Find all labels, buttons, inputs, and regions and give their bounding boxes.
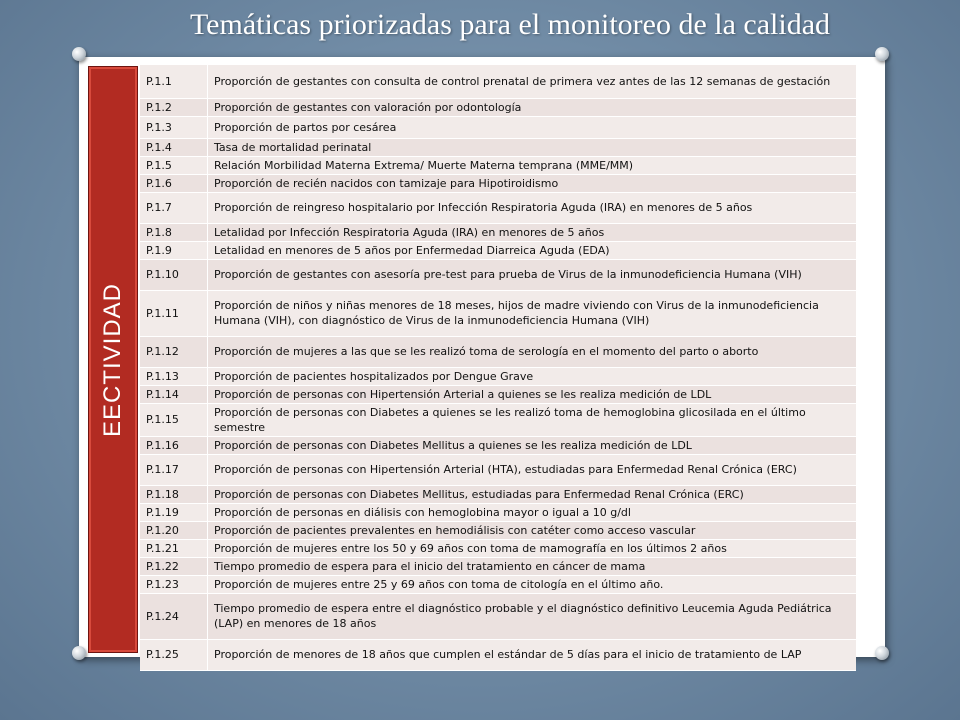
table-row <box>140 557 856 575</box>
indicator-code: P.1.6 <box>140 174 208 192</box>
indicator-code: P.1.14 <box>140 385 208 403</box>
indicator-text: Tasa de mortalidad perinatal <box>208 138 857 156</box>
table-row <box>140 192 856 223</box>
indicator-text: Proporción de personas con Hipertensión Arterial a quienes se les realiza medición de LDL <box>208 385 857 403</box>
indicator-text: Proporción de recién nacidos con tamizaje para Hipotiroidismo <box>208 174 857 192</box>
indicator-code: P.1.5 <box>140 156 208 174</box>
table-row <box>140 639 856 670</box>
indicator-code: P.1.11 <box>140 290 208 336</box>
indicator-code: P.1.7 <box>140 192 208 223</box>
indicator-text: Proporción de mujeres entre los 50 y 69 años con toma de mamografía en los últimos 2 años <box>208 539 857 557</box>
indicator-text: Proporción de menores de 18 años que cumplen el estándar de 5 días para el inicio de tratamiento de LAP <box>208 639 857 670</box>
table-row <box>140 174 856 192</box>
table-row <box>140 138 856 156</box>
indicator-text: Relación Morbilidad Materna Extrema/ Muerte Materna temprana (MME/MM) <box>208 156 857 174</box>
pin-top-right-icon <box>875 47 889 61</box>
indicator-code: P.1.21 <box>140 539 208 557</box>
table-row <box>140 521 856 539</box>
indicator-text: Proporción de gestantes con consulta de control prenatal de primera vez antes de las 12 semanas de gestación <box>208 65 857 98</box>
indicator-code: P.1.15 <box>140 403 208 436</box>
indicator-text: Proporción de gestantes con asesoría pre-test para prueba de Virus de la inmunodeficiencia Humana (VIH) <box>208 259 857 290</box>
table-row <box>140 503 856 521</box>
table-row <box>140 454 856 485</box>
table-row <box>140 156 856 174</box>
indicator-text: Proporción de personas en diálisis con hemoglobina mayor o igual a 10 g/dl <box>208 503 857 521</box>
indicator-text: Proporción de gestantes con valoración por odontología <box>208 98 857 116</box>
indicator-code: P.1.2 <box>140 98 208 116</box>
indicator-code: P.1.10 <box>140 259 208 290</box>
table-row <box>140 116 856 138</box>
indicator-code: P.1.8 <box>140 223 208 241</box>
table-row <box>140 290 856 336</box>
indicator-code: P.1.1 <box>140 65 208 98</box>
indicator-text: Proporción de personas con Diabetes Mellitus, estudiadas para Enfermedad Renal Crónica (ERC) <box>208 485 857 503</box>
indicator-code: P.1.25 <box>140 639 208 670</box>
table-row <box>140 485 856 503</box>
indicator-code: P.1.9 <box>140 241 208 259</box>
table-row <box>140 367 856 385</box>
indicator-text: Proporción de mujeres a las que se les realizó toma de serología en el momento del parto o aborto <box>208 336 857 367</box>
indicator-code: P.1.20 <box>140 521 208 539</box>
table-row <box>140 575 856 593</box>
indicator-text: Letalidad en menores de 5 años por Enfermedad Diarreica Aguda (EDA) <box>208 241 857 259</box>
pin-bottom-left-icon <box>72 646 86 660</box>
table-row <box>140 336 856 367</box>
indicator-code: P.1.12 <box>140 336 208 367</box>
indicator-text: Proporción de partos por cesárea <box>208 116 857 138</box>
indicator-text: Proporción de personas con Diabetes Mellitus a quienes se les realiza medición de LDL <box>208 436 857 454</box>
indicator-text: Tiempo promedio de espera entre el diagnóstico probable y el diagnóstico definitivo Leucemia Aguda Pediátrica (LAP) en menores de 18 años <box>208 593 857 639</box>
indicator-text: Proporción de niños y niñas menores de 18 meses, hijos de madre viviendo con Virus de la inmunodeficiencia Humana (VIH), con diagnóstico de Virus de la inmunodeficiencia Humana (VIH) <box>208 290 857 336</box>
indicator-text: Letalidad por Infección Respiratoria Aguda (IRA) en menores de 5 años <box>208 223 857 241</box>
indicator-code: P.1.18 <box>140 485 208 503</box>
indicator-table <box>140 65 856 671</box>
table-row <box>140 65 856 98</box>
pin-top-left-icon <box>72 47 86 61</box>
table-row <box>140 593 856 639</box>
pin-bottom-right-icon <box>875 646 889 660</box>
table-row <box>140 241 856 259</box>
table-row <box>140 98 856 116</box>
indicator-code: P.1.3 <box>140 116 208 138</box>
indicator-code: P.1.13 <box>140 367 208 385</box>
indicator-text: Proporción de pacientes hospitalizados por Dengue Grave <box>208 367 857 385</box>
indicator-code: P.1.4 <box>140 138 208 156</box>
table-row <box>140 539 856 557</box>
indicator-text: Proporción de personas con Hipertensión Arterial (HTA), estudiadas para Enfermedad Renal Crónica (ERC) <box>208 454 857 485</box>
indicator-text: Proporción de reingreso hospitalario por Infección Respiratoria Aguda (IRA) en menores de 5 años <box>208 192 857 223</box>
indicator-text: Proporción de pacientes prevalentes en hemodiálisis con catéter como acceso vascular <box>208 521 857 539</box>
side-label: EECTIVIDAD <box>99 282 126 437</box>
slide-title: Temáticas priorizadas para el monitoreo de la calidad <box>189 8 831 41</box>
indicator-text: Proporción de mujeres entre 25 y 69 años con toma de citología en el último año. <box>208 575 857 593</box>
indicator-code: P.1.23 <box>140 575 208 593</box>
indicator-text: Tiempo promedio de espera para el inicio del tratamiento en cáncer de mama <box>208 557 857 575</box>
table-row <box>140 385 856 403</box>
indicator-code: P.1.24 <box>140 593 208 639</box>
indicator-code: P.1.16 <box>140 436 208 454</box>
side-ribbon <box>88 66 138 653</box>
table-row <box>140 223 856 241</box>
indicator-code: P.1.22 <box>140 557 208 575</box>
indicator-code: P.1.17 <box>140 454 208 485</box>
table-row <box>140 403 856 436</box>
table-row <box>140 259 856 290</box>
table-row <box>140 436 856 454</box>
indicator-code: P.1.19 <box>140 503 208 521</box>
indicator-text: Proporción de personas con Diabetes a quienes se les realizó toma de hemoglobina glicosilada en el último semestre <box>208 403 857 436</box>
